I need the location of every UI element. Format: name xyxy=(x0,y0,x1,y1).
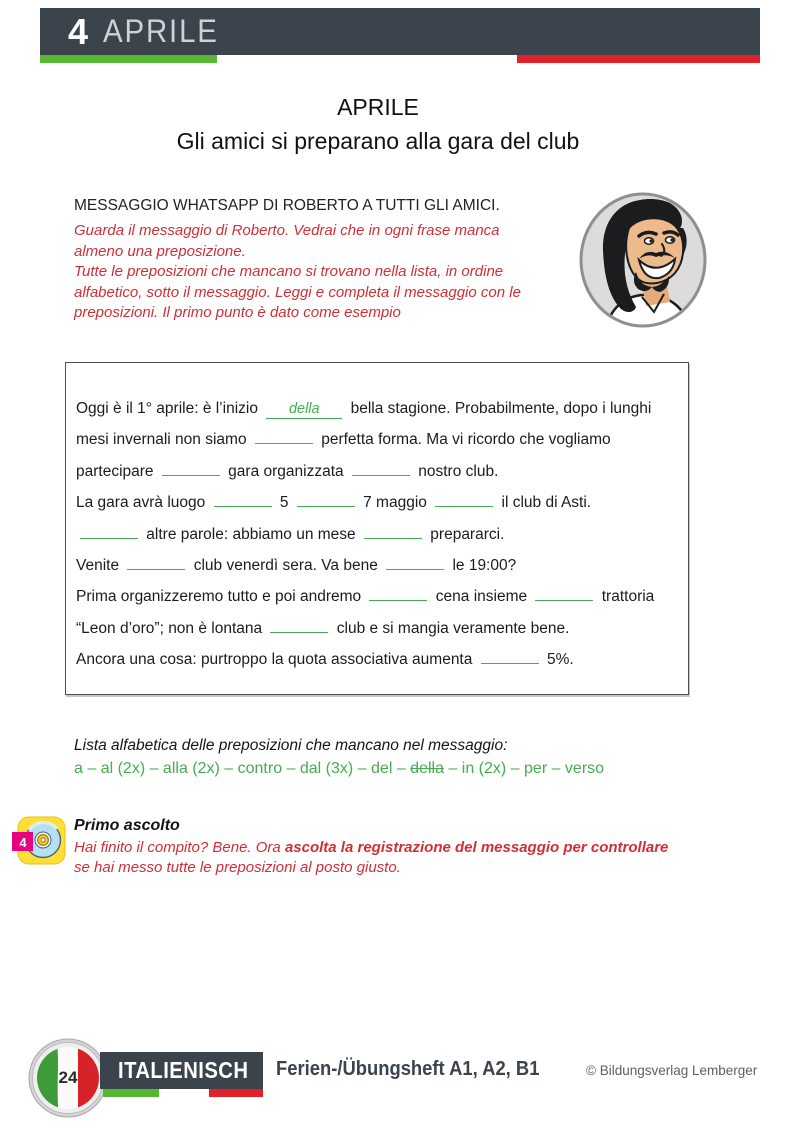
instruction-line: Guarda il messaggio di Roberto. Vedrai che in ogni frase manca xyxy=(74,222,500,239)
message-text-box xyxy=(65,362,689,695)
listening-line: se hai messo tutte le preposizioni al posto giusto. xyxy=(74,859,401,876)
answer-blank xyxy=(352,463,410,476)
footer-subject-bar xyxy=(100,1052,263,1089)
crossed-out-word: della xyxy=(410,760,444,777)
footer-booklet-title: Ferien-/Übungsheft A1, A2, B1 xyxy=(276,1058,540,1080)
answer-blank xyxy=(386,557,444,570)
track-number-badge: 4 xyxy=(19,835,27,850)
prepositions-label: Lista alfabetica delle preposizioni che mancano nel messaggio: xyxy=(74,737,508,754)
message-lines xyxy=(76,393,680,676)
message-line: altre parole: abbiamo un mese prepararci. xyxy=(76,519,680,550)
answer-example: della xyxy=(266,402,342,419)
footer-subject: ITALIENISCH xyxy=(118,1057,249,1083)
page-title-subtitle: Gli amici si preparano alla gara del club xyxy=(176,128,580,154)
message-line: Oggi è il 1° aprile: è l’inizio della bella stagione. Probabilmente, dopo i lunghi xyxy=(76,400,652,417)
answer-blank xyxy=(435,494,493,507)
message-line: mesi invernali non siamo perfetta forma. Ma vi ricordo che vogliamo xyxy=(76,431,611,449)
exercise-intro xyxy=(74,197,579,324)
green-underline-bar xyxy=(40,55,217,63)
chapter-title: APRILE xyxy=(103,13,219,49)
instruction-line: preposizioni. Il primo punto è dato come esempio xyxy=(74,304,401,322)
exercise-instructions xyxy=(74,221,579,324)
exercise-heading: MESSAGGIO WHATSAPP DI ROBERTO A TUTTI GLI AMICI. xyxy=(74,197,500,214)
answer-blank xyxy=(270,620,328,633)
roberto-avatar-illustration xyxy=(576,190,710,330)
prepositions-section xyxy=(74,737,714,778)
listening-section xyxy=(74,817,724,878)
message-line: partecipare gara organizzata nostro club. xyxy=(76,462,499,480)
instruction-line: Tutte le preposizioni che mancano si trovano nella lista, in ordine xyxy=(74,263,504,281)
answer-blank xyxy=(369,588,427,601)
message-line: “Leon d’oro”; non è lontana club e si mangia veramente bene. xyxy=(76,619,570,637)
instruction-line: almeno una preposizione. xyxy=(74,242,246,260)
page-title-month: APRILE xyxy=(337,94,419,120)
page-number: 24 xyxy=(58,1068,78,1087)
footer-red-bar xyxy=(209,1089,263,1097)
chapter-number: 4 xyxy=(68,10,89,52)
answer-blank xyxy=(127,557,185,570)
answer-blank xyxy=(214,494,272,507)
instruction-line: alfabetico, sotto il messaggio. Leggi e completa il messaggio con le xyxy=(74,283,521,301)
avatar-cartoon-icon xyxy=(576,190,710,330)
page-number-badge xyxy=(28,1038,108,1118)
answer-blank xyxy=(255,431,313,444)
message-line: Venite club venerdì sera. Va bene le 19:00? xyxy=(76,557,517,575)
message-line: Ancora una cosa: purtroppo la quota associativa aumenta 5%. xyxy=(76,651,574,669)
footer-copyright: © Bildungsverlag Lemberger xyxy=(586,1063,758,1078)
answer-blank xyxy=(364,526,422,539)
page-title xyxy=(0,94,756,155)
answer-blank xyxy=(80,526,138,539)
audio-cd-icon xyxy=(10,815,68,871)
listening-heading: Primo ascolto xyxy=(74,817,180,834)
bold-text: ascolta la registrazione del messaggio per controllare xyxy=(284,839,669,856)
answer-blank xyxy=(297,494,355,507)
listening-instructions xyxy=(74,838,724,878)
answer-blank xyxy=(481,651,539,664)
answer-blank xyxy=(162,463,220,476)
message-line: La gara avrà luogo 5 7 maggio il club di Asti. xyxy=(76,494,592,512)
answer-blank xyxy=(535,588,593,601)
chapter-header-bar xyxy=(40,8,760,55)
footer-green-bar xyxy=(103,1089,159,1097)
listening-line: Hai finito il compito? Bene. Ora ascolta la registrazione del messaggio per controllare xyxy=(74,839,669,856)
prepositions-list: a – al (2x) – alla (2x) – contro – dal (3x) – del – della – in (2x) – per – verso xyxy=(74,760,605,777)
red-underline-bar xyxy=(517,55,760,63)
message-line: Prima organizzeremo tutto e poi andremo cena insieme trattoria xyxy=(76,588,655,606)
